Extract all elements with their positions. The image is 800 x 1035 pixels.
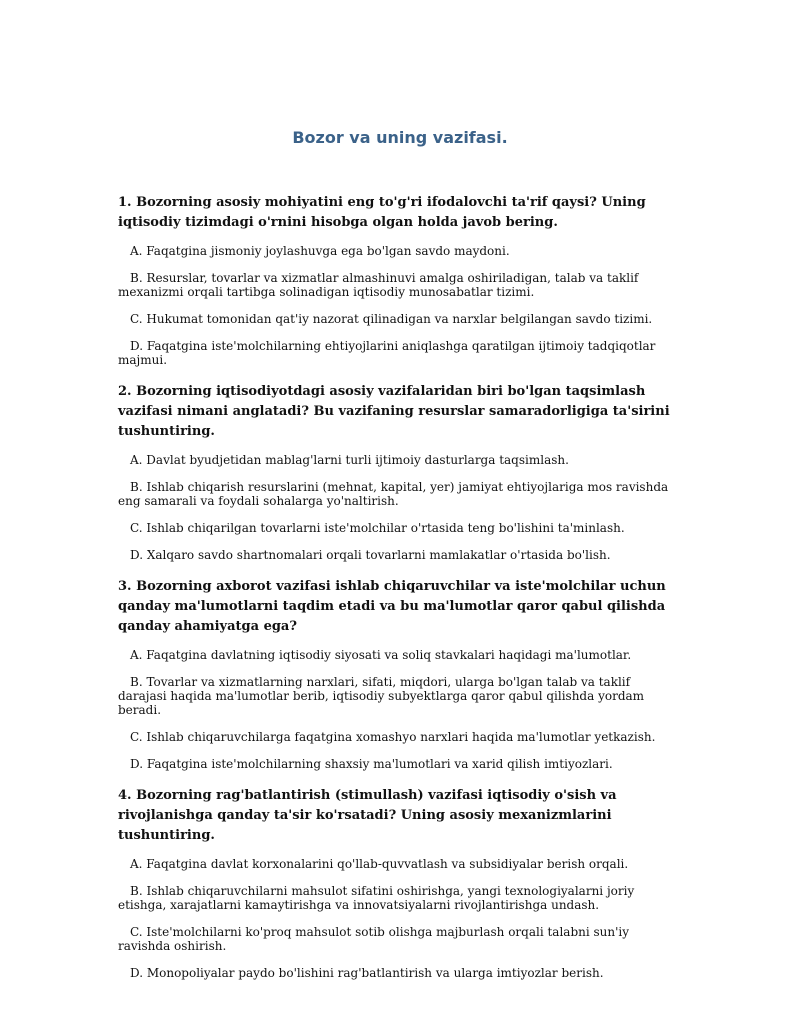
answer-option-b: B. Ishlab chiqaruvchilarni mahsulot sifatini oshirishga, yangi texnologiyalarni joriy etishga, xarajatlarni kamaytirishga va innovatsiyalarni rivojlantirishga undash. — [118, 884, 635, 912]
question-text: 4. Bozorning rag'batlantirish (stimullash) vazifasi iqtisodiy o'sish va rivojlanishga qanday ta'sir ko'rsatadi? Uning asosiy mexanizmlarini tushuntiring. — [118, 788, 617, 843]
answer-option-a: A. Faqatgina davlatning iqtisodiy siyosati va soliq stavkalari haqidagi ma'lumotlar. — [130, 648, 632, 662]
answer-option-a: A. Davlat byudjetidan mablag'larni turli ijtimoiy dasturlarga taqsimlash. — [130, 453, 569, 467]
question-text: 2. Bozorning iqtisodiyotdagi asosiy vazifalaridan biri bo'lgan taqsimlash vazifasi nimani anglatadi? Bu vazifaning resurslar samaradorligiga ta'sirini tushuntiring. — [118, 384, 670, 439]
answer-option-d: D. Faqatgina iste'molchilarning shaxsiy ma'lumotlari va xarid qilish imtiyozlari. — [130, 757, 613, 771]
answer-option-a: A. Faqatgina davlat korxonalarini qo'llab-quvvatlash va subsidiyalar berish orqali. — [130, 857, 629, 871]
question-text: 3. Bozorning axborot vazifasi ishlab chiqaruvchilar va iste'molchilar uchun qanday ma'lumotlarni taqdim etadi va bu ma'lumotlar qaror qabul qilishda qanday ahamiyatga ega? — [118, 579, 666, 634]
question-1 — [118, 193, 682, 367]
document-title: Bozor va uning vazifasi. — [292, 128, 508, 147]
answer-option-b: B. Resurslar, tovarlar va xizmatlar almashinuvi amalga oshiriladigan, talab va taklif mexanizmi orqali tartibga solinadigan iqtisodiy munosabatlar tizimi. — [118, 271, 639, 299]
answer-option-c: C. Ishlab chiqaruvchilarga faqatgina xomashyo narxlari haqida ma'lumotlar yetkazish. — [130, 730, 656, 744]
question-4 — [118, 786, 682, 980]
answer-option-c: C. Iste'molchilarni ko'proq mahsulot sotib olishga majburlash orqali talabni sun'iy ravishda oshirish. — [118, 925, 630, 953]
answer-option-a: A. Faqatgina jismoniy joylashuvga ega bo'lgan savdo maydoni. — [130, 244, 510, 258]
answer-option-b: B. Tovarlar va xizmatlarning narxlari, sifati, miqdori, ularga bo'lgan talab va taklif darajasi haqida ma'lumotlar berib, iqtisodiy subyektlarga qaror qabul qilishda yordam beradi. — [118, 675, 645, 717]
answer-option-d: D. Monopoliyalar paydo bo'lishini rag'batlantirish va ularga imtiyozlar berish. — [130, 966, 604, 980]
question-2 — [118, 382, 682, 562]
answer-option-c: C. Hukumat tomonidan qat'iy nazorat qilinadigan va narxlar belgilangan savdo tizimi. — [130, 312, 653, 326]
question-text: 1. Bozorning asosiy mohiyatini eng to'g'ri ifodalovchi ta'rif qaysi? Uning iqtisodiy tizimdagi o'rnini hisobga olgan holda javob bering. — [118, 195, 646, 230]
answer-option-d: D. Faqatgina iste'molchilarning ehtiyojlarini aniqlashga qaratilgan ijtimoiy tadqiqotlar majmui. — [118, 339, 656, 367]
answer-option-c: C. Ishlab chiqarilgan tovarlarni iste'molchilar o'rtasida teng bo'lishini ta'minlash. — [130, 521, 625, 535]
answer-option-d: D. Xalqaro savdo shartnomalari orqali tovarlarni mamlakatlar o'rtasida bo'lish. — [130, 548, 611, 562]
question-3 — [118, 577, 682, 771]
answer-option-b: B. Ishlab chiqarish resurslarini (mehnat, kapital, yer) jamiyat ehtiyojlariga mos ravishda eng samarali va foydali sohalarga yo'naltirish. — [118, 480, 669, 508]
